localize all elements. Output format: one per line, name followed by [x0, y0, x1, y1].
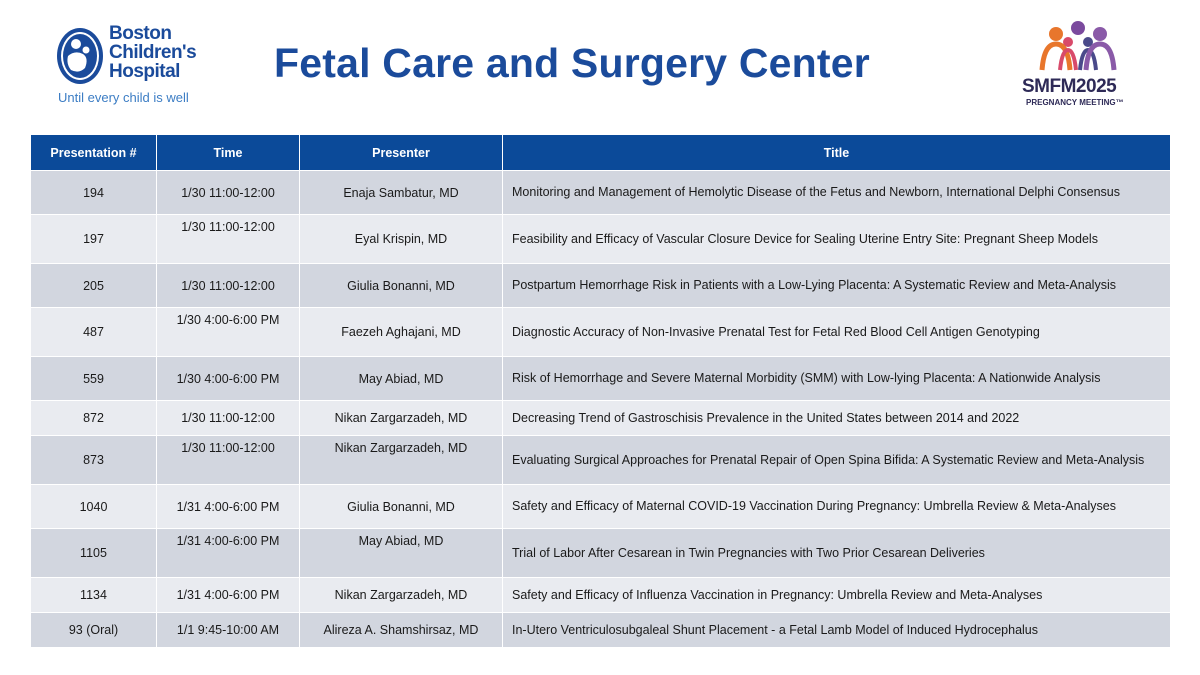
presentation-title: Diagnostic Accuracy of Non-Invasive Prenatal Test for Fetal Red Blood Cell Antigen Genotyping [503, 308, 1171, 357]
presenter-name: Giulia Bonanni, MD [300, 264, 503, 308]
presentation-time: 1/31 4:00-6:00 PM [157, 485, 300, 529]
presenter-name: Nikan Zargarzadeh, MD [300, 578, 503, 613]
presentation-number: 872 [31, 401, 157, 436]
bch-line2: Children's [109, 42, 197, 63]
table-row [31, 401, 1171, 436]
presentation-title: Risk of Hemorrhage and Severe Maternal Morbidity (SMM) with Low-lying Placenta: A Nationwide Analysis [503, 357, 1171, 401]
table-row [31, 215, 1171, 264]
presentation-time: 1/30 11:00-12:00 [157, 171, 300, 215]
presentation-time: 1/30 11:00-12:00 [157, 264, 300, 308]
col-header-time: Time [157, 135, 300, 171]
table-row [31, 613, 1171, 648]
presenter-name: Enaja Sambatur, MD [300, 171, 503, 215]
presentation-time: 1/30 4:00-6:00 PM [157, 308, 300, 357]
presenter-name: Nikan Zargarzadeh, MD [300, 401, 503, 436]
presentation-time: 1/30 11:00-12:00 [157, 401, 300, 436]
presenter-name: Nikan Zargarzadeh, MD [300, 436, 503, 485]
presentation-title: Monitoring and Management of Hemolytic Disease of the Fetus and Newborn, International Delphi Consensus [503, 171, 1171, 215]
presentation-title: Feasibility and Efficacy of Vascular Closure Device for Sealing Uterine Entry Site: Pregnant Sheep Models [503, 215, 1171, 264]
bch-logo [55, 24, 235, 108]
smfm-subtitle: PREGNANCY MEETING™ [1026, 98, 1124, 107]
presentation-number: 487 [31, 308, 157, 357]
table-row [31, 529, 1171, 578]
col-header-title: Title [503, 135, 1171, 171]
presentation-title: Evaluating Surgical Approaches for Prenatal Repair of Open Spina Bifida: A Systematic Review and Meta-Analysis [503, 436, 1171, 485]
presentation-time: 1/30 11:00-12:00 [157, 215, 300, 264]
presentation-number: 93 (Oral) [31, 613, 157, 648]
smfm-name: SMFM2025 [1022, 76, 1117, 97]
presentation-number: 1105 [31, 529, 157, 578]
bch-emblem-icon [55, 26, 105, 86]
presentation-time: 1/1 9:45-10:00 AM [157, 613, 300, 648]
page-title: Fetal Care and Surgery Center [274, 40, 870, 86]
col-header-presenter: Presenter [300, 135, 503, 171]
table-row [31, 264, 1171, 308]
table-row [31, 171, 1171, 215]
table-row [31, 436, 1171, 485]
presenter-name: Alireza A. Shamshirsaz, MD [300, 613, 503, 648]
presentation-table [30, 134, 1171, 648]
presenter-name: Faezeh Aghajani, MD [300, 308, 503, 357]
presentation-title: In-Utero Ventriculosubgaleal Shunt Placement - a Fetal Lamb Model of Induced Hydrocephalus [503, 613, 1171, 648]
table-row [31, 308, 1171, 357]
presentation-title: Postpartum Hemorrhage Risk in Patients with a Low-Lying Placenta: A Systematic Review and Meta-Analysis [503, 264, 1171, 308]
bch-line1: Boston [109, 23, 172, 44]
presentation-number: 873 [31, 436, 157, 485]
table-row [31, 485, 1171, 529]
smfm-logo [1020, 20, 1138, 112]
presentation-number: 1040 [31, 485, 157, 529]
presentation-title: Safety and Efficacy of Maternal COVID-19 Vaccination During Pregnancy: Umbrella Review & Meta-Analyses [503, 485, 1171, 529]
presenter-name: Giulia Bonanni, MD [300, 485, 503, 529]
presenter-name: May Abiad, MD [300, 529, 503, 578]
table-header-row [31, 135, 1171, 171]
presenter-name: Eyal Krispin, MD [300, 215, 503, 264]
col-header-number: Presentation # [31, 135, 157, 171]
presentation-title: Safety and Efficacy of Influenza Vaccination in Pregnancy: Umbrella Review and Meta-Analyses [503, 578, 1171, 613]
presentation-number: 194 [31, 171, 157, 215]
presentation-time: 1/31 4:00-6:00 PM [157, 578, 300, 613]
presentation-number: 197 [31, 215, 157, 264]
presentation-title: Decreasing Trend of Gastroschisis Prevalence in the United States between 2014 and 2022 [503, 401, 1171, 436]
presentation-number: 1134 [31, 578, 157, 613]
smfm-people-icon [1034, 20, 1122, 74]
table-row [31, 357, 1171, 401]
table-row [31, 578, 1171, 613]
presenter-name: May Abiad, MD [300, 357, 503, 401]
presentation-number: 205 [31, 264, 157, 308]
bch-line3: Hospital [109, 61, 180, 82]
presentation-time: 1/30 4:00-6:00 PM [157, 357, 300, 401]
bch-wordmark [109, 24, 196, 81]
bch-tagline: Until every child is well [58, 90, 189, 105]
presentation-time: 1/30 11:00-12:00 [157, 436, 300, 485]
presentation-time: 1/31 4:00-6:00 PM [157, 529, 300, 578]
presentation-number: 559 [31, 357, 157, 401]
presentation-title: Trial of Labor After Cesarean in Twin Pregnancies with Two Prior Cesarean Deliveries [503, 529, 1171, 578]
